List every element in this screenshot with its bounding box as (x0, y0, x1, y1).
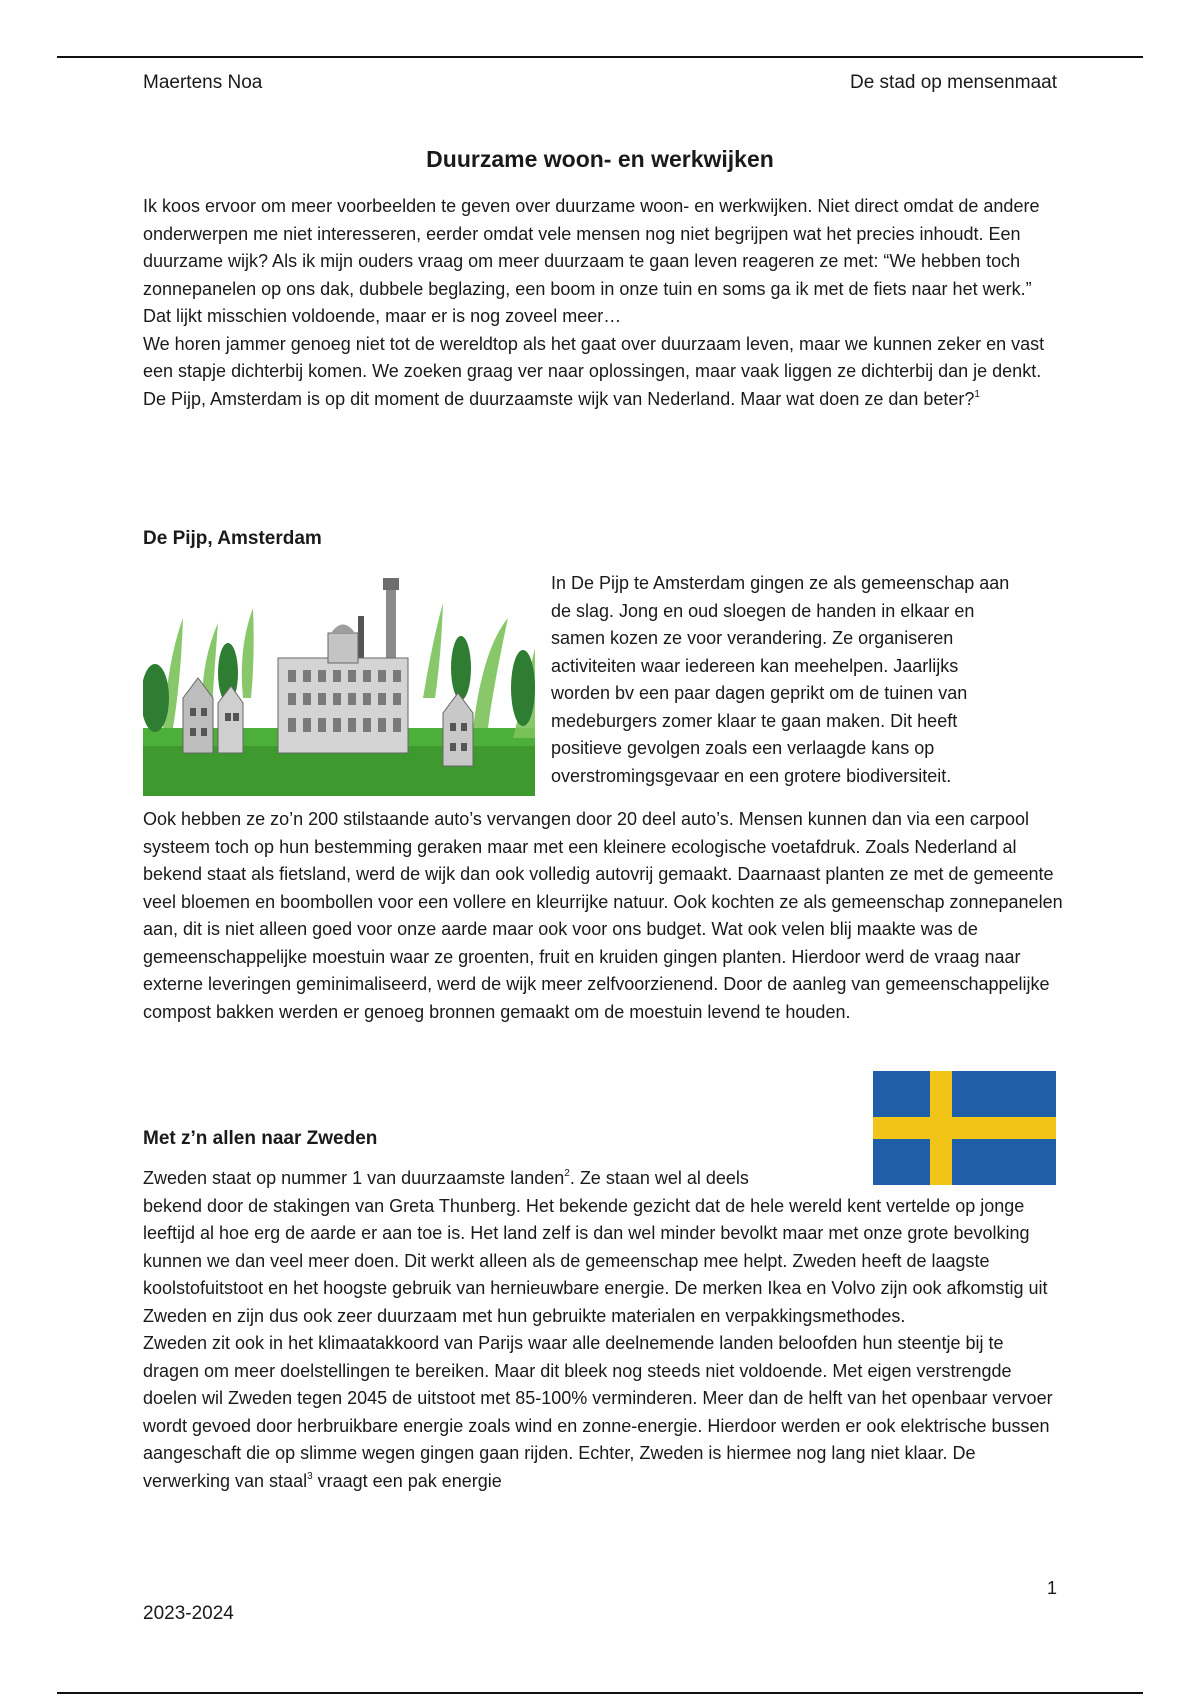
side-line: activiteiten waar iedereen kan meehelpen. Jaarlijks (551, 655, 959, 676)
intro-text (143, 193, 1063, 413)
de-pijp-body (143, 806, 1063, 1026)
side-line: samen kozen ze voor verandering. Ze organiseren (551, 628, 954, 648)
footnote-marker: 1 (974, 388, 980, 400)
amsterdam-illustration (143, 578, 535, 796)
footnote-marker: 2 (564, 1168, 570, 1179)
header-author: Maertens Noa (143, 72, 263, 93)
side-line: worden bv een paar dagen geprikt om de tuinen van (551, 683, 968, 703)
section-heading-zweden: Met z’n allen naar Zweden (143, 1128, 378, 1149)
intro-paragraph: We horen jammer genoeg niet tot de wereldtop als het gaat over duurzaam leven, maar we kunnen zeker en vast een stapje dichterbij komen. We zoeken graag ver naar oplossingen, maar vaak liggen ze dichterbij dan je denkt. De Pijp, Amsterdam is op dit moment de duurzaamste wijk van Nederland. Maar wat doen ze dan beter?$^1$ (143, 333, 1045, 409)
side-line: positieve gevolgen zoals een verlaagde kans op (551, 738, 935, 758)
footnote-marker: 3 (307, 1470, 313, 1482)
body-paragraph: Ook hebben ze zo’n 200 stilstaande auto’s vervangen door 20 deel auto’s. Mensen kunnen dan via een carpool systeem toch op hun bestemming geraken maar met een kleinere ecologische voetafdruk. Zoals Nederland al bekend staat als fietsland, werd de wijk dan ook volledig autovrij gemaakt. Daarnaast planten ze met de gemeente veel bloemen en boombollen voor een vollere en kleurrijke natuur. Ook kochten ze als gemeenschap zonnepanelen aan, dit is niet alleen goed voor onze aarde maar ook voor ons budget. Wat ook velen blij maakte was de gemeenschappelijke moestuin waar ze groenten, fruit en kruiden gingen planten. Hierdoor werd de vraag naar externe leveringen geminimaliseerd, werd de wijk meer zelfvoorzienend. Door de aanleg van gemeenschappelijke compost bakken werden er genoeg bronnen gemaakt om de moestuin levend te houden. (143, 809, 1063, 1022)
page-number: 1 (1046, 1578, 1057, 1598)
page-title: Duurzame woon- en werkwijken (426, 146, 774, 172)
side-line: overstromingsgevaar en een grotere biodiversiteit. (551, 765, 952, 786)
body-paragraph: Zweden staat op nummer 1 van duurzaamste landen$^2$. Ze staan wel al deels bekend door de stakingen van Greta Thunberg. Het bekende gezicht dat de hele wereld kent vertelde op jonge leeftijd al hoe erg de aarde er aan toe is. Het land zelf is dan wel minder bevolkt maar met onze grote bevolking kunnen we dan veel meer doen. Dit werkt alleen als de gemeenschap mee helpt. Zweden heeft de laagste koolstofuitstoot en het hoogste gebruik van hernieuwbare energie. De merken Ikea en Volvo zijn ook afkomstig uit Zweden en zijn dus ook zeer duurzaam met hun gebruikte materialen en verpakkingsmethodes. (143, 1168, 1048, 1326)
zweden-text (143, 1165, 1063, 1495)
intro-paragraph: Dat lijkt misschien voldoende, maar er is nog zoveel meer… (143, 306, 622, 326)
de-pijp-side-text (551, 570, 1071, 790)
bottom-rule (57, 1692, 1143, 1694)
side-line: de slag. Jong en oud sloegen de handen in elkaar en (551, 600, 975, 621)
header-topic: De stad op mensenmaat (849, 72, 1057, 93)
body-paragraph: Zweden zit ook in het klimaatakkoord van Parijs waar alle deelnemende landen beloofden hun steentje bij te dragen om meer doelstellingen te bereiken. Maar dit bleek nog steeds niet voldoende. Met eigen verstrengde doelen wil Zweden tegen 2045 de uitstoot met 85-100% verminderen. Meer dan de helft van het openbaar vervoer wordt gevoed door herbruikbare energie zoals wind en zonne-energie. Hierdoor werden er ook elektrische bussen aangeschaft die op slimme wegen gingen gaan rijden. Echter, Zweden is hiermee nog lang niet klaar. De verwerking van staal$^3$ vraagt een pak energie (143, 1333, 1053, 1491)
section-heading-de-pijp: De Pijp, Amsterdam (143, 528, 322, 549)
footer-year: 2023-2024 (143, 1603, 234, 1624)
side-line: In De Pijp te Amsterdam gingen ze als gemeenschap aan (551, 573, 1010, 593)
intro-paragraph: Ik koos ervoor om meer voorbeelden te geven over duurzame woon- en werkwijken. Niet direct omdat de andere onderwerpen me niet interesseren, eerder omdat vele mensen nog niet begrijpen wat het precies inhoudt. Een duurzame wijk? Als ik mijn ouders vraag om meer duurzaam te gaan leven reageren ze met: “We hebben toch zonnepanelen op ons dak, dubbele beglazing, een boom in onze tuin en soms ga ik met de fiets naar het werk.” (143, 196, 1040, 299)
top-rule (57, 56, 1143, 58)
side-line: medeburgers zomer klaar te gaan maken. Dit heeft (551, 710, 958, 731)
